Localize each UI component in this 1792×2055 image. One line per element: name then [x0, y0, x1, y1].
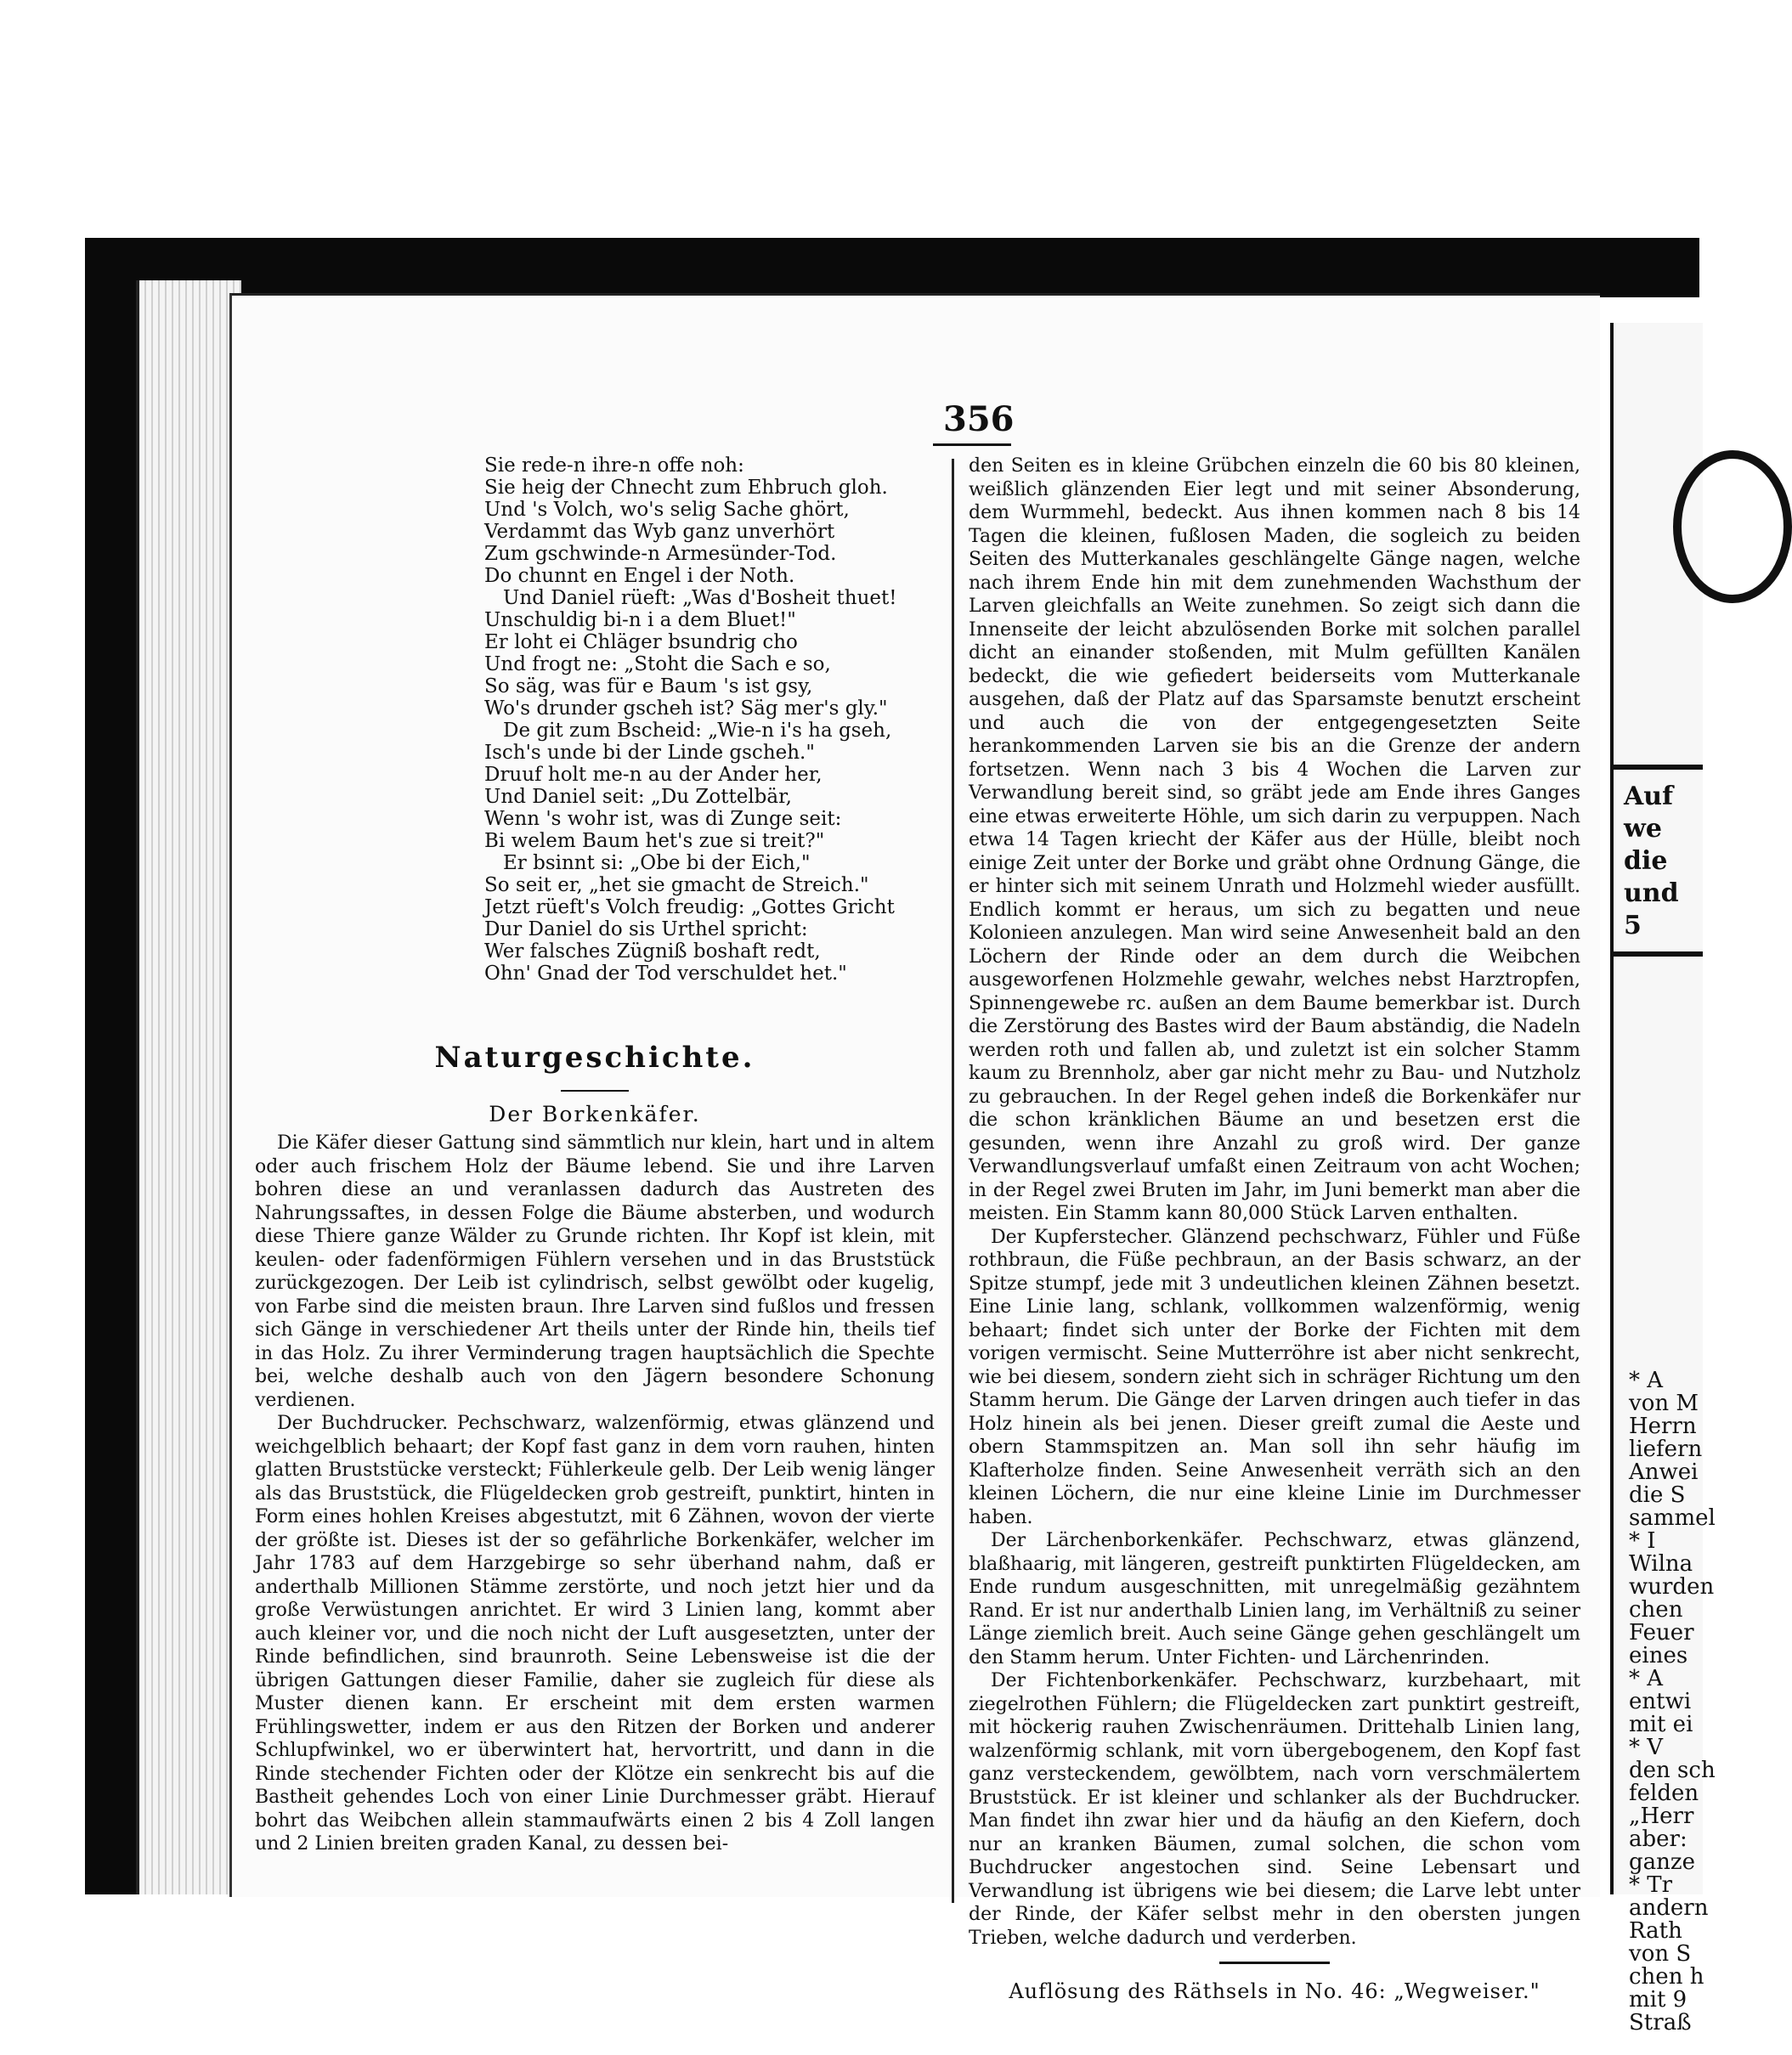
- article-paragraph: Die Käfer dieser Gattung sind sämmtlich nur klein, hart und in altem oder auch frischem Holz der Bäume lebend. Sie und ihre Larven bohren diese an und veranlassen dadurch das Austreten des Nahrungssaftes, in dessen Folge die Bäume absterben, und wodurch diese Thiere ganze Wälder zu Grunde richten. Ihr Kopf ist klein, mit keulen- oder fadenförmigen Fühlern versehen und in das Bruststück zurückgezogen. Der Leib ist cylindrisch, selbst gewölbt oder kugelig, von Farbe sind die meisten braun. Ihre Larven sind fußlos und fressen sich Gänge in verschiedener Art theils unter der Rinde hin, theils tief in das Holz. Zu ihrer Verminderung tragen hauptsächlich die Spechte bei, welche deshalb auch von den Jägern besondere Schonung verdienen.: [255, 1132, 935, 1411]
- left-article-text: [255, 1132, 935, 1856]
- poem-line: So seit er, „het sie gmacht de Streich.": [484, 874, 869, 896]
- poem-line: Jetzt rüeft's Volch freudig: „Gottes Gricht: [484, 896, 895, 918]
- adjacent-note-fragment: „Herr: [1629, 1804, 1694, 1829]
- article-title: Der Borkenkäfer.: [489, 1102, 701, 1126]
- poem-line: Und Daniel rüeft: „Was d'Bosheit thuet!: [503, 587, 897, 609]
- adjacent-note-fragment: mit ei: [1629, 1712, 1693, 1737]
- poem-stanza: [484, 587, 935, 720]
- article-paragraph: Der Lärchenborkenkäfer. Pechschwarz, etwas glänzend, blaßhaarig, mit längeren, gestreift punktirten Flügeldecken, am Ende rundum ausgeschnitten, mit unregelmäßig gezähntem Rand. Er ist nur anderthalb Linien lang, im Verhältniß zu seiner Länge ziemlich breit. Auch seine Gänge gehen geschlängelt um den Stamm herum. Unter Fichten- und Lärchenrinden.: [969, 1530, 1580, 1668]
- adjacent-heading-3: die: [1624, 846, 1668, 876]
- poem-line: Er loht ei Chläger bsundrig cho: [484, 631, 798, 653]
- poem-line: Wer falsches Zügniß boshaft redt,: [484, 940, 821, 963]
- adjacent-note-fragment: Feuer: [1629, 1620, 1694, 1646]
- article-paragraph: Der Fichtenborkenkäfer. Pechschwarz, kurzbehaart, mit ziegelrothen Fühlern; die Flügeldecken zart punktirt gestreift, mit höckerig rauhen Zwischenräumen. Drittehalb Linien lang, walzenförmig schlank, mit vorn übergebogenem, den Kopf fast ganz versteckendem, gewölbtem, nach vorn verschmälertem Bruststück. Er ist kleiner und schlanker als der Buchdrucker. Man findet ihn zwar hier und da häufig an den Kiefern, doch nur an kranken Bäumen, zumal solchen, die schon vom Buchdrucker angestochen sind. Seine Lebensart und Verwandlung ist übrigens wie bei diesem; die Larve lebt unter der Rinde, der Käfer selbst mehr in den obersten jungen Trieben, welche dadurch und verderben.: [969, 1670, 1580, 1949]
- adjacent-note-fragment: mit 9: [1629, 1987, 1687, 2013]
- poem-line: Wenn 's wohr ist, was di Zunge seit:: [484, 808, 842, 830]
- adjacent-note-fragment: wurden: [1629, 1574, 1715, 1600]
- poem-line: Und 's Volch, wo's selig Sache ghört,: [484, 499, 850, 521]
- poem-stanza: [484, 852, 935, 985]
- poem-line: Druuf holt me-n au der Ander her,: [484, 764, 823, 786]
- poem-line: Do chunnt en Engel i der Noth.: [484, 565, 795, 587]
- adjacent-note-fragment: * A: [1629, 1368, 1664, 1393]
- adjacent-page-rule: [1614, 765, 1703, 770]
- poem-line: Und frogt ne: „Stoht die Sach e so,: [484, 653, 831, 675]
- adjacent-note-fragment: * V: [1629, 1735, 1664, 1760]
- article-paragraph: Der Buchdrucker. Pechschwarz, walzenförmig, etwas glänzend und weichgelblich behaart; der Kopf fast ganz in dem vorn rauhen, hinten glatten Bruststücke versteckt; Fühlerkeule gelb. Der Leib wenig länger als das Bruststück, die Flügeldecken grob gestreift, punktirt, hinten in Form eines hohlen Kreises abgestutzt, mit 6 Zähnen, wovon der vierte der größte ist. Dieses ist der so gefährliche Borkenkäfer, welcher im Jahr 1783 auf dem Harzgebirge so sehr überhand nahm, daß er anderthalb Millionen Stämme zerstörte, und noch jetzt hier und da große Verwüstungen anrichtet. Er wird 3 Linien lang, kommt aber auch kleiner vor, und die noch nicht der Luft ausgesetzten, unter der Rinde befindlichen, sind braunroth. Seine Lebensweise ist die der übrigen Gattungen dieser Familie, daher sie zugleich für diese als Muster dienen kann. Er erscheint mit dem ersten warmen Frühlingswetter, indem er aus den Ritzen der Borken und anderer Schlupfwinkel, wo er überwintert hat, hervortritt, und dann in die Rinde stechender Fichten oder der Klötze ein senkrecht bis auf die Bastheit gehendes Loch von einer Linie Durchmesser gräbt. Hierauf bohrt das Weibchen allein stammaufwärts einen 2 bis 4 Zoll langen und 2 Linien breiten graden Kanal, zu dessen bei-: [255, 1413, 935, 1855]
- adjacent-note-fragment: liefern: [1629, 1437, 1703, 1462]
- poem-line: Verdammt das Wyb ganz unverhört: [484, 521, 835, 543]
- poem-line: Isch's unde bi der Linde gscheh.": [484, 742, 815, 764]
- adjacent-note-fragment: Wilna: [1629, 1551, 1693, 1577]
- adjacent-note-fragment: eines: [1629, 1643, 1688, 1668]
- adjacent-note-fragment: ganze: [1629, 1849, 1695, 1875]
- poem-line: Wo's drunder gscheh ist? Säg mer's gly.": [484, 697, 888, 720]
- column-divider: [952, 459, 954, 1903]
- adjacent-note-fragment: * Tr: [1629, 1872, 1673, 1898]
- adjacent-note-fragment: * I: [1629, 1528, 1656, 1554]
- adjacent-note-fragment: Rath: [1629, 1918, 1682, 1944]
- adjacent-note-fragment: chen: [1629, 1597, 1683, 1623]
- poem-line: Er bsinnt si: „Obe bi der Eich,": [503, 852, 811, 874]
- right-column: [969, 454, 1580, 2003]
- poem-line: Sie rede-n ihre-n offe noh:: [484, 454, 744, 477]
- poem-line: De git zum Bscheid: „Wie-n i's ha gseh,: [503, 720, 892, 742]
- left-column: [255, 454, 935, 1856]
- poem-stanza: [484, 720, 935, 852]
- poem-line: Ohn' Gnad der Tod verschuldet het.": [484, 963, 847, 985]
- adjacent-note-fragment: sammel: [1629, 1505, 1716, 1531]
- adjacent-note-fragment: aber:: [1629, 1826, 1687, 1852]
- adjacent-heading-2: we: [1624, 814, 1662, 844]
- poem-line: Unschuldig bi-n i a dem Bluet!": [484, 609, 796, 631]
- adjacent-note-fragment: Anwei: [1629, 1459, 1699, 1485]
- poem-line: Dur Daniel do sis Urthel spricht:: [484, 918, 808, 940]
- adjacent-heading-4: und: [1624, 878, 1679, 908]
- book-page-edges: [136, 280, 241, 1894]
- emblem-fragment: [1673, 450, 1792, 603]
- adjacent-note-fragment: * A: [1629, 1666, 1664, 1691]
- adjacent-note-fragment: den sch: [1629, 1758, 1716, 1783]
- adjacent-note-fragment: chen h: [1629, 1964, 1704, 1990]
- scan-border-top: [85, 238, 1699, 297]
- adjacent-page: [1610, 323, 1716, 2035]
- adjacent-note-fragment: felden: [1629, 1781, 1699, 1806]
- poem: [484, 454, 935, 985]
- end-rule: [1219, 1962, 1330, 1964]
- adjacent-note-fragment: von S: [1629, 1941, 1692, 1967]
- poem-line: Bi welem Baum het's zue si treit?": [484, 830, 825, 852]
- adjacent-page-rule: [1614, 951, 1703, 957]
- section-heading: Naturgeschichte.: [434, 1041, 755, 1075]
- article-paragraph: Der Kupferstecher. Glänzend pechschwarz, Fühler und Füße rothbraun, die Füße pechbraun, an der Basis schwarz, an der Spitze stumpf, jede mit 3 undeutlichen kleinen Zähnen besetzt. Eine Linie lang, schlank, vollkommen walzenförmig, wenig behaart; findet sich unter der Borke der Fichten mit dem vorigen vermischt. Seine Mutterröhre ist aber nicht senkrecht, wie bei diesem, sondern zieht sich in schräger Richtung um den Stamm herum. Die Gänge der Larven dringen auch tiefer in das Holz hinein als bei jenen. Dieser greift zumal die Aeste und obern Stammspitzen an. Man soll ihn sehr häufig im Klafterholze finden. Seine Anwesenheit verräth sich an den kleinen Löchern, die nur eine kleine Linie im Durchmesser haben.: [969, 1226, 1580, 1528]
- poem-line: Und Daniel seit: „Du Zottelbär,: [484, 786, 792, 808]
- adjacent-heading-1: Auf: [1624, 782, 1673, 811]
- poem-line: So säg, was für e Baum 's ist gsy,: [484, 675, 813, 697]
- poem-line: Sie heig der Chnecht zum Ehbruch gloh.: [484, 477, 888, 499]
- adjacent-note-fragment: von M: [1629, 1391, 1699, 1416]
- poem-line: Zum gschwinde-n Armesünder-Tod.: [484, 543, 837, 565]
- section-rule: [561, 1090, 629, 1092]
- adjacent-note-fragment: die S: [1629, 1482, 1686, 1508]
- adjacent-note-fragment: Straß: [1629, 2010, 1692, 2035]
- poem-stanza: [484, 454, 935, 587]
- page-number-rule: [933, 443, 1011, 446]
- adjacent-note-fragment: Herrn: [1629, 1414, 1697, 1439]
- riddle-solution: Auflösung des Räthsels in No. 46: „Wegweiser.": [1009, 1979, 1540, 2003]
- adjacent-note-fragment: andern: [1629, 1895, 1709, 1921]
- page-number: 356: [943, 399, 1015, 439]
- article-paragraph: den Seiten es in kleine Grübchen einzeln die 60 bis 80 kleinen, weißlich glänzenden Eier legt und mit seiner Absonderung, dem Wurmmehl, bedeckt. Aus ihnen kommen nach 8 bis 14 Tagen die kleinen, fußlosen Maden, die sogleich zu beiden Seiten des Mutterkanales geschlängelte Gänge nagen, welche nach ihrem Ende hin mit dem zunehmenden Wachsthum der Larven gleichfalls an Weite zunehmen. So zeigt sich dann die Innenseite der leicht abzulösenden Borke mit solchen parallel dicht an einander stoßenden, mit Mulm gefüllten Kanälen bedeckt, die wie gefiedert beiderseits vom Mutterkanale ausgehen, daß der Platz auf das Sparsamste benutzt erscheint und auch die von der entgegengesetzten Seite herankommenden Larven sie bis an die Grenze der andern fortsetzen. Wenn nach 3 bis 4 Wochen die Larven zur Verwandlung bereit sind, so gräbt jede am Ende ihres Ganges eine etwas erweiterte Höhle, um sich darin zu verpuppen. Nach etwa 14 Tagen kriecht der Käfer aus der Hülle, bleibt noch einige Zeit unter der Borke und gräbt ohne Ordnung Gänge, die er hinter sich mit seinem Unrath und Holzmehl wieder ausfüllt. Endlich kommt er heraus, um sich zu begatten und neue Kolonieen anzulegen. Man wird seine Anwesenheit bald an den Löchern der Rinde oder an dem durch die Weibchen ausgeworfenen Holzmehle gewahr, welches nebst Harztropfen, Spinnengewebe rc. außen an dem Baume bemerkbar ist. Durch die Zerstörung des Bastes wird der Baum abständig, die Nadeln werden roth und fallen ab, und zuletzt ist ein solcher Stamm kaum zu Brennholz, aber gar nicht mehr zu Bau- und Nutzholz zu gebrauchen. In der Regel gehen indeß die Borkenkäfer nur die schon kränklichen Bäume an und besetzen erst die gesunden, wenn ihre Anzahl zu groß wird. Der ganze Verwandlungsverlauf umfaßt einen Zeitraum von acht Wochen; in der Regel zwei Bruten im Jahr, im Juni bemerkt man aber die meisten. Ein Stamm kann 80,000 Stück Larven enthalten.: [969, 455, 1580, 1224]
- adjacent-heading-5: 5: [1624, 911, 1642, 940]
- adjacent-note-fragment: entwi: [1629, 1689, 1692, 1714]
- right-article-text: [969, 454, 1580, 1950]
